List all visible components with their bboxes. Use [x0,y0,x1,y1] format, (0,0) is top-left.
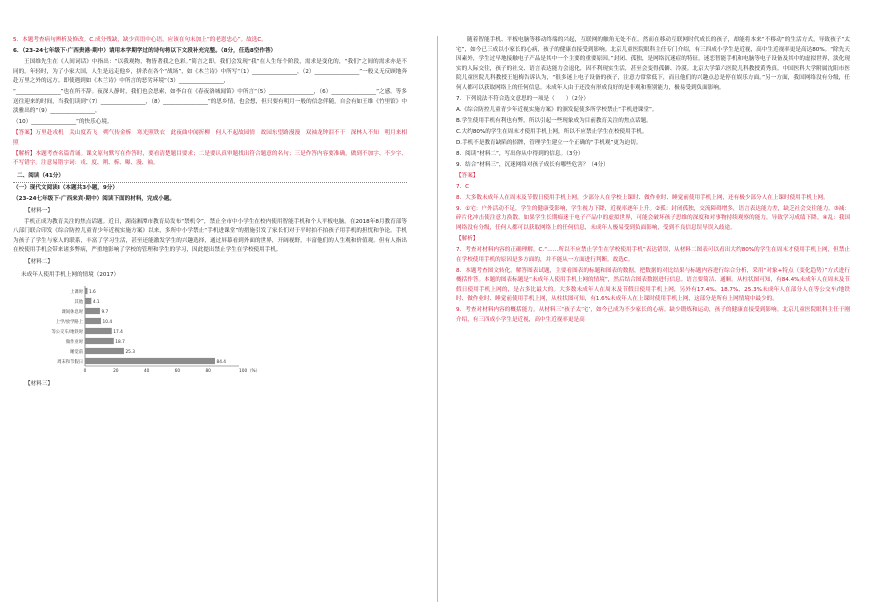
right-line: C.大约80%的学生在周末才使用手机上网，所以不应禁止学生在校使用手机。 [456,128,648,135]
category-label: 上学/放学路上 [55,320,83,326]
x-tick-label: 40 [143,369,150,375]
right-line: 【答案】 [456,172,479,179]
right-line: 8．本题考查图文转化。解答图表试题，主要看图表的标题和图表的数据，把数据的对比结果与标题内容进行综合分析，采用“对象+特点（变化趋势）”方式进行概括作答。本题的图表标题是“未成年人使用手机上网的情境”，然后结合图表数据进行信息。语言要简洁、通顺。从柱状图可知，有84.4%未成年人在周末及节假日使用手机上网的，是占多比最大的。大多数未成年人在周末及节假日使用手机上网，另外有17.4%、18.7%、25.3%未成年人在部分人在等公交车/地铁时、做作业时、睡觉前使用手机上网，从柱状图可知，有1.6%未成年人在上课时使用手机上网，这部分是所有上网情境中最少的。 [456,267,850,303]
data-label: 18.7 [115,340,125,346]
category-label: 等公交车/地铁时 [51,330,83,336]
chart-block [13,271,407,379]
chart-bar [85,298,91,304]
left-line: 5．本题考查病句辨析及修改。C.成分残缺，缺少宾语中心语，应该在句末加上“的老恩忠心”。故选C。 [13,37,267,43]
left-line: 【材料二】 [25,258,53,265]
data-label: 84.4 [216,360,227,366]
chart-title: 未成年人使用手机上网的情境（2017） [21,271,120,278]
left-line: 二、阅读（41分） [13,172,407,183]
right-line: 9．①宅：户外活动不足，学生的健康受影响，学生视力下降，近视率逐年上升。②孤：封闭孤独，交流障碍增多，语言表达能力差，缺乏社会交往能力。③减：碎片化冲击使注意力涣散。如果学生长期痴迷于电子产品中的虚拟世界，可能会破坏孩子思维的深度和对事物持续观察的能力，导致学习成绩下降。④乱：我国网络没有分级，任何人都可以获取网络上的任何信息，未成年人极易受到负面影响，受到不良信息误导误入歧途。 [456,205,850,231]
chart-bar [85,358,215,364]
category-label: 课间休息时 [61,310,83,316]
right-line: 7．考查对材料内容的正确理解。C.“……所以不应禁止学生在学校使用手机”表达错误，从材料二图表可以看出大约80%的学生在周末才使用手机上网，但禁止在学校使用手机的原因是多方面的，并不能从一方面进行判断。故选C。 [456,246,850,263]
chart-bar [85,318,101,324]
data-label: 4.1 [92,300,100,306]
right-line: B.学生使用手机有利也有弊，所以引起一些现象成为目前教育关注的焦点话题。 [456,117,652,124]
left-line: 手机正成为教育关注的焦点话题。近日，湖南湘潭市教育局发布“禁机令”，禁止全市中小学生在校内使用智能手机和个人平板电脑。在2018年8月教育部等八部门联合印发《综合防控儿童青少年近视实施方案》以来，多所中小学禁止“手机进课堂”的措施引发了家长们对于平时拍不拍孩子用手机的担忧和争论。手机为孩子了学生与家人的联系，丰富了学习生活，甚至还能激发学生的兴趣选择，通过屏幕看到外面的世界，开阔视野，丰富他们的人生观和价值观。但有人指出在校使用手机会带来诸多弊病，严重地影响了学校的管理和学生的学习，因此提出禁止学生在学校使用手机。 [13,218,407,254]
category-label: 其他 [74,300,83,306]
column-divider [437,36,438,602]
right-line: D.手机不是教育缺陷的招牌，管理学生建立一个正确的“手机观”更为迫切。 [456,139,642,146]
x-tick-label: 100（%） [239,369,260,375]
left-line: 【解析】本题考查名篇背诵。课文原句默写在作答时，要看清楚题目要求；二是要认真审题找出符合题意的名句；三是作答内容要准确，做到不加字、不少字、不写错字。注意易错字词：戎、度、朔、柝、曝、漫、袖。 [13,150,407,167]
chart-bar [85,308,100,314]
category-label: 周末和节假日 [57,360,83,366]
x-tick-label: 20 [113,369,119,375]
bar-chart-svg [27,282,260,378]
category-label: 睡觉前 [70,350,83,356]
bar-chart [27,282,260,378]
left-line: （10）________________”的快乐心境。 [13,119,113,126]
data-label: 25.3 [125,350,136,356]
left-line: 【答案】万里赴戎机 关山度若飞 朔气传金柝 寒光照铁衣 此夜曲中闻折柳 何人不起故园情 故园东望路漫漫 双袖龙钟泪不干 深林人不知 明月来相照 [13,130,407,146]
left-line: 6．（23-24七年级下·广西贵港·期中）请用本学期学过的诗句将以下文段补充完整。（8分，任选8空作答） [13,47,277,54]
chart-bar [85,328,112,334]
right-line: 9．结合“材料三”，沉迷网络对孩子成长有哪些危害？（4分） [456,161,609,168]
right-line: 【解析】 [456,235,479,242]
right-line: 8．大多数未成年人在周末及节假日使用手机上网，少部分人在学校上课时、做作业时、睡觉前使用手机上网，还有极少部分人在上课时使用手机上网。 [456,194,829,201]
left-column [13,36,407,391]
chart-bar [85,348,124,354]
right-line: 7．下列说法不符合选文意思的一项是（ ）（2分） [456,95,589,102]
x-tick-label: 60 [174,369,181,375]
right-line: 随着智能手机、平板电脑等移动终端的兴起，互联网的触角无处不在。然而在移动互联网时代成长的孩子，却能将本来“不移动”的生活方式，导致孩子“太宅”，如今已三成以小家长的心病，孩子的健康直接受到影响。北京儿童医院眼科主任专门介绍，有三四成小学生是近视，高中生近视率更是高达80%。“除先天因素外，学生过早地接触电子产品是其中一个主要的重要原因。”封闭、孤独，是网络沉迷症的特征。迷恋智能手机和电脑等电子设备及其中的虚拟世界，淡化现实的人际交往，孩子的社交、语言表达能力会退化，因不利现实生活，甚至会变得孤僻、冷漠。北京大学第六医院儿科教授黄秀真。中国医科大学附属沈阳市医院儿童医院儿科教授王旭梅告诉认为，“很多迷上电子设备的孩子，注意力常常低下，而且他们的兴趣点总是停在娱乐方面。”另一方面，我国网络没有分级，任何人都可以获取网络上的任何信息。未成年人由于还没有形成良好的是非观和鉴别能力，极易受到负面影响。 [456,37,850,91]
x-tick-label: 0 [83,369,87,375]
chart-bar [85,338,114,344]
left-line: （23-24七年级下·广西来宾·期中）阅读下面的材料，完成小题。 [13,196,175,203]
left-line: （一）现代文阅读Ⅰ（本题共3小题，9分） [13,185,118,192]
left-line: 【材料一】 [25,207,53,214]
category-label: 上课时 [70,290,83,296]
left-line: 王国维先生在《人间词话》中指出：“以我观物，物皆著我之色彩。”简言之即，我们会发现“我”在人生每个阶段，需求是变化的，“我们”之间的需求亦是不同的。年轻时，为了小家大国，人生是远走他乡，拼杀在各个“战场”，如《木兰诗》中所写“（1）________________，（2）________________”一般义无反顾地奔赴万里之外的远方。即使遇到如《木兰诗》中所言的恶劣环境“（3）________________， [13,58,407,85]
data-label: 1.6 [88,290,96,296]
x-tick-label: 80 [205,369,211,375]
right-line: 8．阅读“材料二”，写出你从中得到的信息。（3分） [456,150,584,157]
right-column [456,36,850,327]
left-line: “________________”也在所不辞。夜深人静时，我们也会思索，如李白在《春夜洛城闻笛》中所言“（5）________________，（6）________________”之感。等多送往迎来的时间，当我们读到“（7）________________，（8）________________”的思乡情，也会想，但只要有明月一般的信念伴随，自会有如王维《竹里馆》中淡雅出的“（9）________________， [13,89,407,115]
data-label: 9.7 [101,310,109,316]
chart-bar [85,288,87,294]
right-line: A.《综合防控儿童青少年近视实施方案》的颁发促使多所学校禁止“手机进课堂”。 [456,106,658,113]
right-line: 7．C [456,183,470,190]
data-label: 10.4 [102,320,113,326]
category-label: 做作业时 [65,340,83,346]
data-label: 17.4 [113,330,123,336]
right-line: 9．考查对材料内容的概括能力。从材料三“孩子太‘宅’，如今已成为不少家长的心病。缺少锻炼和运动，孩子的健康直接受到影响。北京儿童医院眼科主任于刚介绍，有三四成小学生是近视，高中生近视率更是高 [456,307,850,323]
material-three-label: 【材料三】 [25,381,53,388]
